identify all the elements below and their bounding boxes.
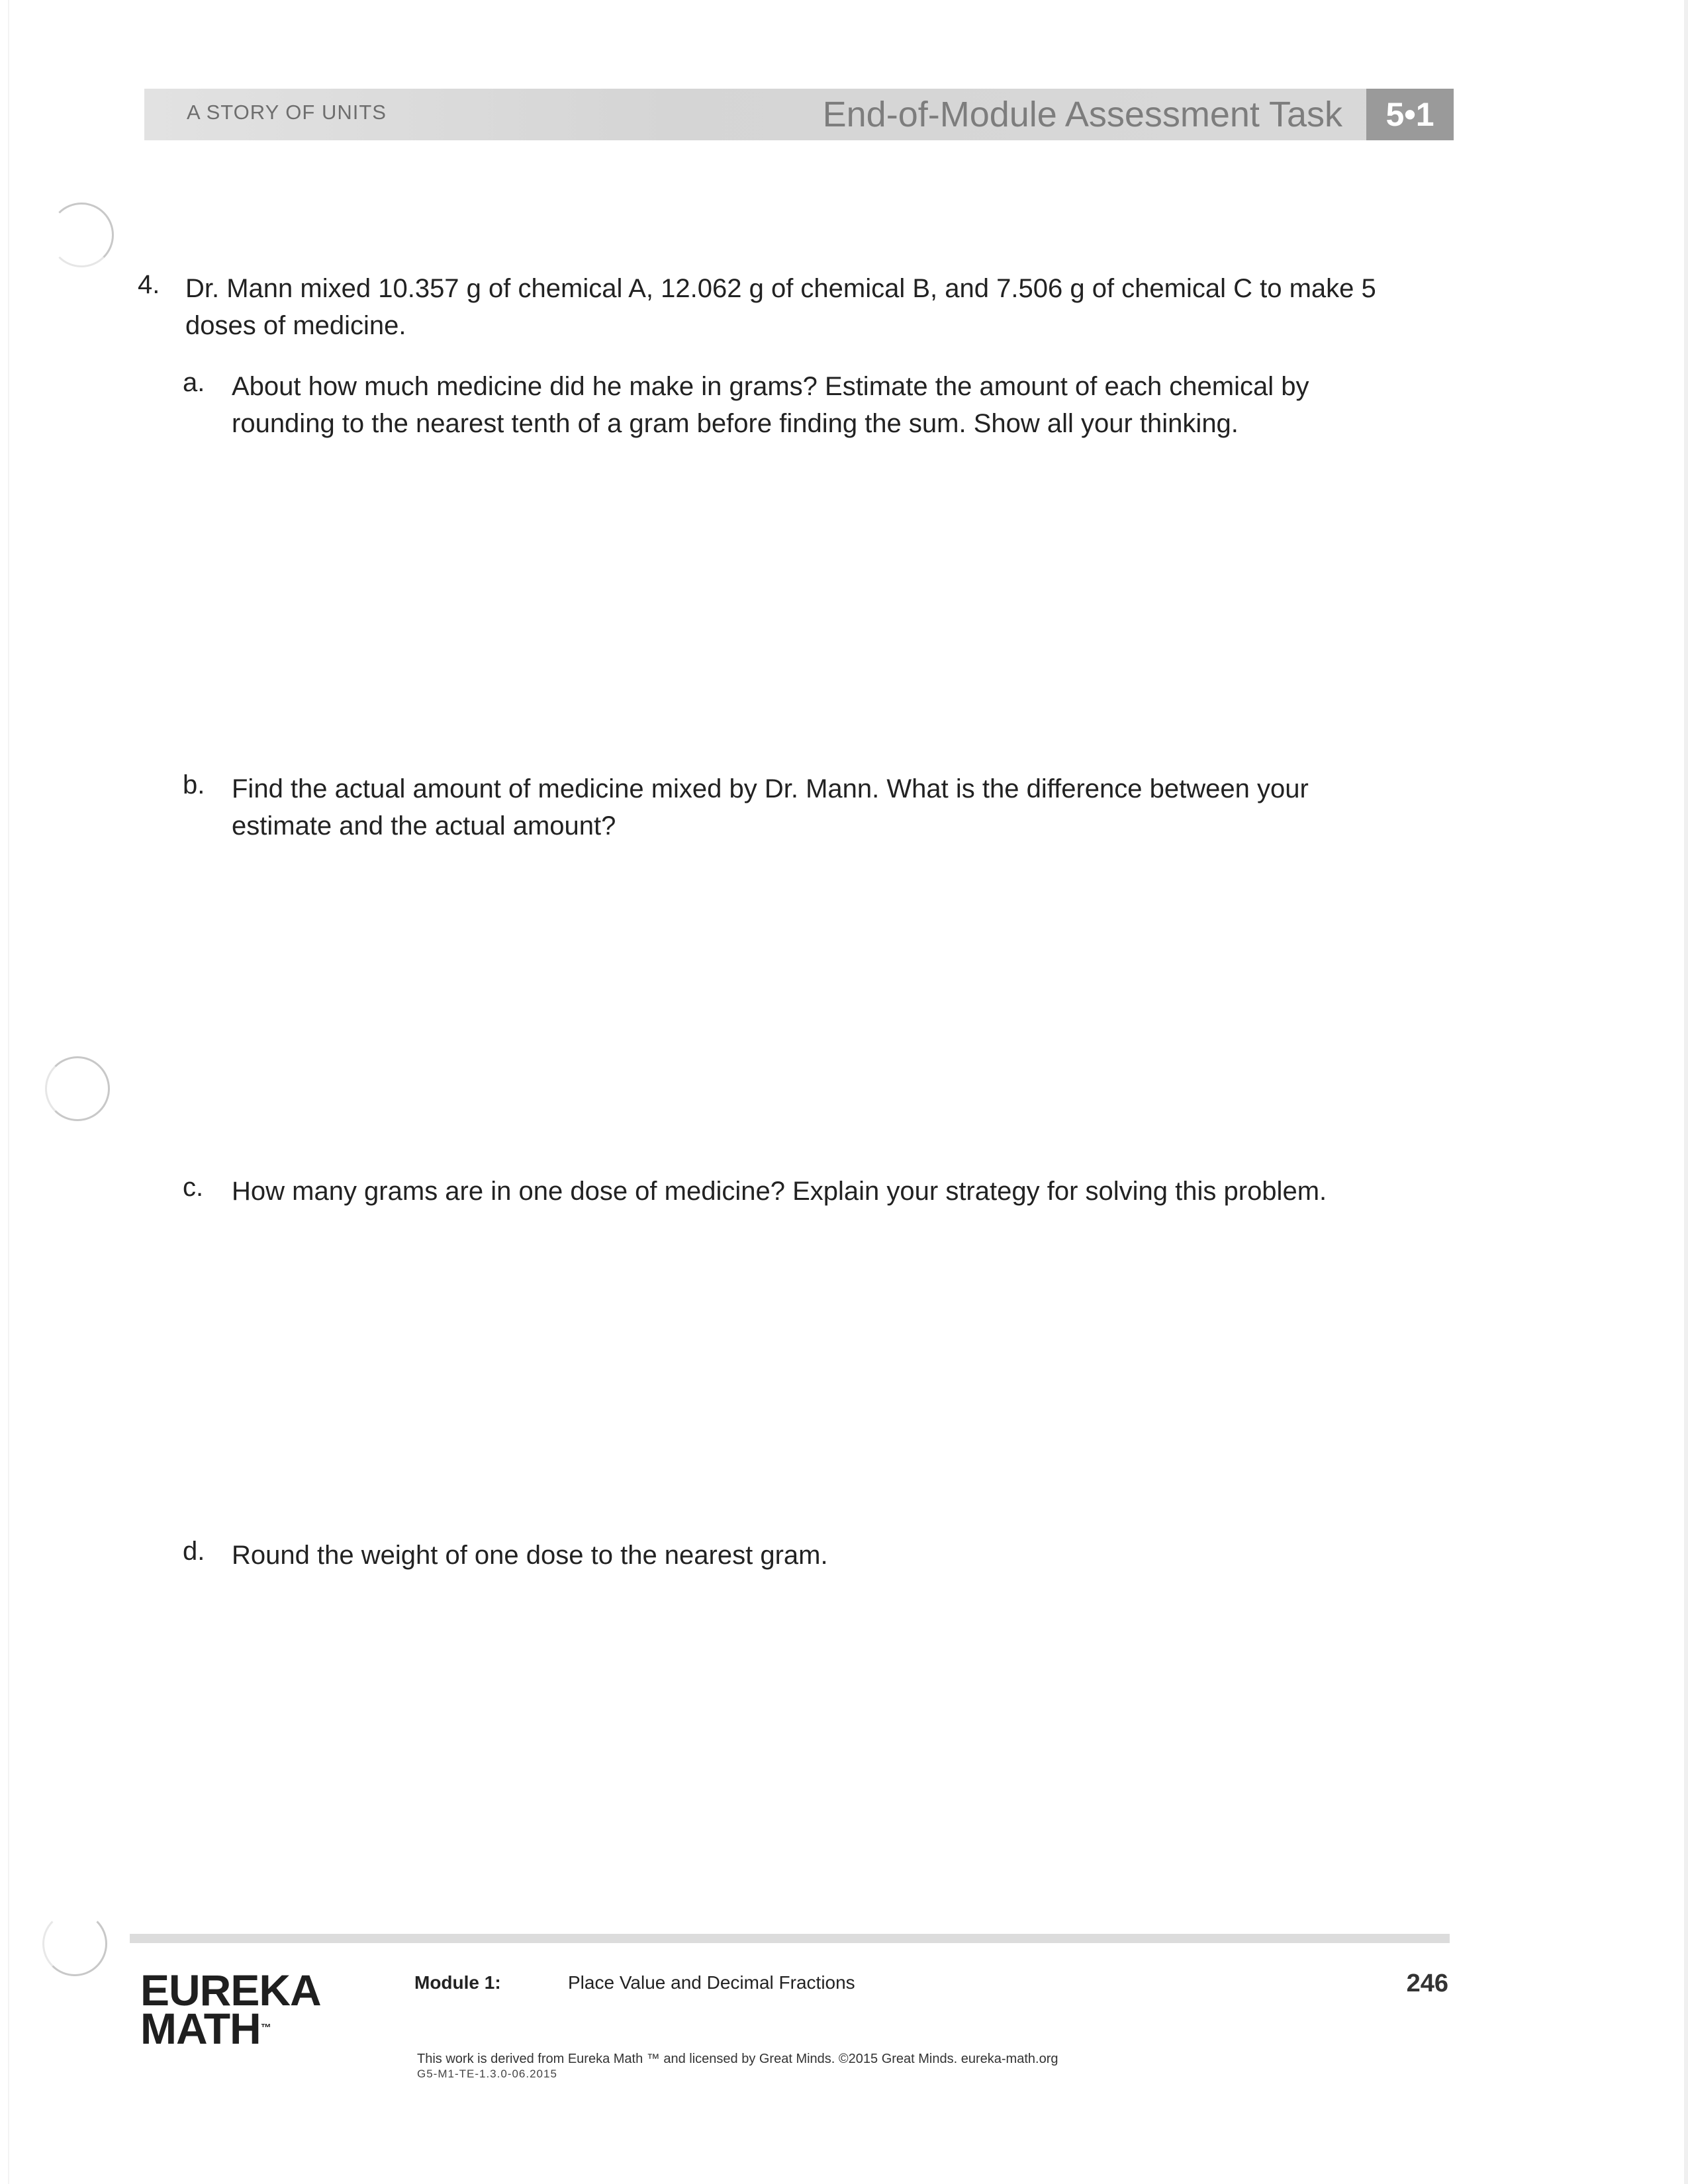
part-c-letter: c. xyxy=(183,1173,204,1202)
binder-hole-middle xyxy=(45,1056,110,1121)
module-badge: 5•1 xyxy=(1366,89,1454,140)
footer-rule xyxy=(130,1934,1450,1943)
eureka-math-logo xyxy=(140,1966,321,2053)
series-label: A STORY OF UNITS xyxy=(187,101,387,124)
page-edge-right xyxy=(1684,0,1688,2184)
part-d-text: Round the weight of one dose to the nearest gram. xyxy=(232,1541,828,1570)
logo-trademark: ™ xyxy=(260,2023,271,2034)
page-edge-left xyxy=(8,0,9,2184)
part-b-letter: b. xyxy=(183,770,205,799)
binder-hole-bottom xyxy=(42,1911,107,1976)
document-code: G5-M1-TE-1.3.0-06.2015 xyxy=(417,2068,557,2080)
logo-line-2-text: MATH xyxy=(140,2004,261,2053)
question-text: Dr. Mann mixed 10.357 g of chemical A, 12.062 g of chemical B, and 7.506 g of chemical C to make 5 doses of medicine. xyxy=(185,274,1376,340)
question-number: 4. xyxy=(138,270,160,299)
part-a-letter: a. xyxy=(183,368,205,397)
page-number: 246 xyxy=(1406,1970,1448,1997)
part-c-text: How many grams are in one dose of medicine? Explain your strategy for solving this problem. xyxy=(232,1177,1327,1206)
binder-hole-top xyxy=(49,203,114,267)
part-d-letter: d. xyxy=(183,1537,205,1566)
module-title: Place Value and Decimal Fractions xyxy=(568,1972,855,1993)
license-text: This work is derived from Eureka Math ™ and licensed by Great Minds. ©2015 Great Minds. eureka-math.org xyxy=(417,2052,1058,2066)
logo-line-1: EUREKA xyxy=(140,1966,321,2015)
logo-line-2 xyxy=(140,2004,321,2053)
part-b-text: Find the actual amount of medicine mixed by Dr. Mann. What is the difference between your estimate and the actual amount? xyxy=(232,774,1309,841)
task-title: End-of-Module Assessment Task xyxy=(822,95,1342,134)
part-a-text: About how much medicine did he make in grams? Estimate the amount of each chemical by rounding to the nearest tenth of a gram before finding the sum. Show all your thinking. xyxy=(232,372,1309,438)
module-label: Module 1: xyxy=(414,1972,501,1993)
